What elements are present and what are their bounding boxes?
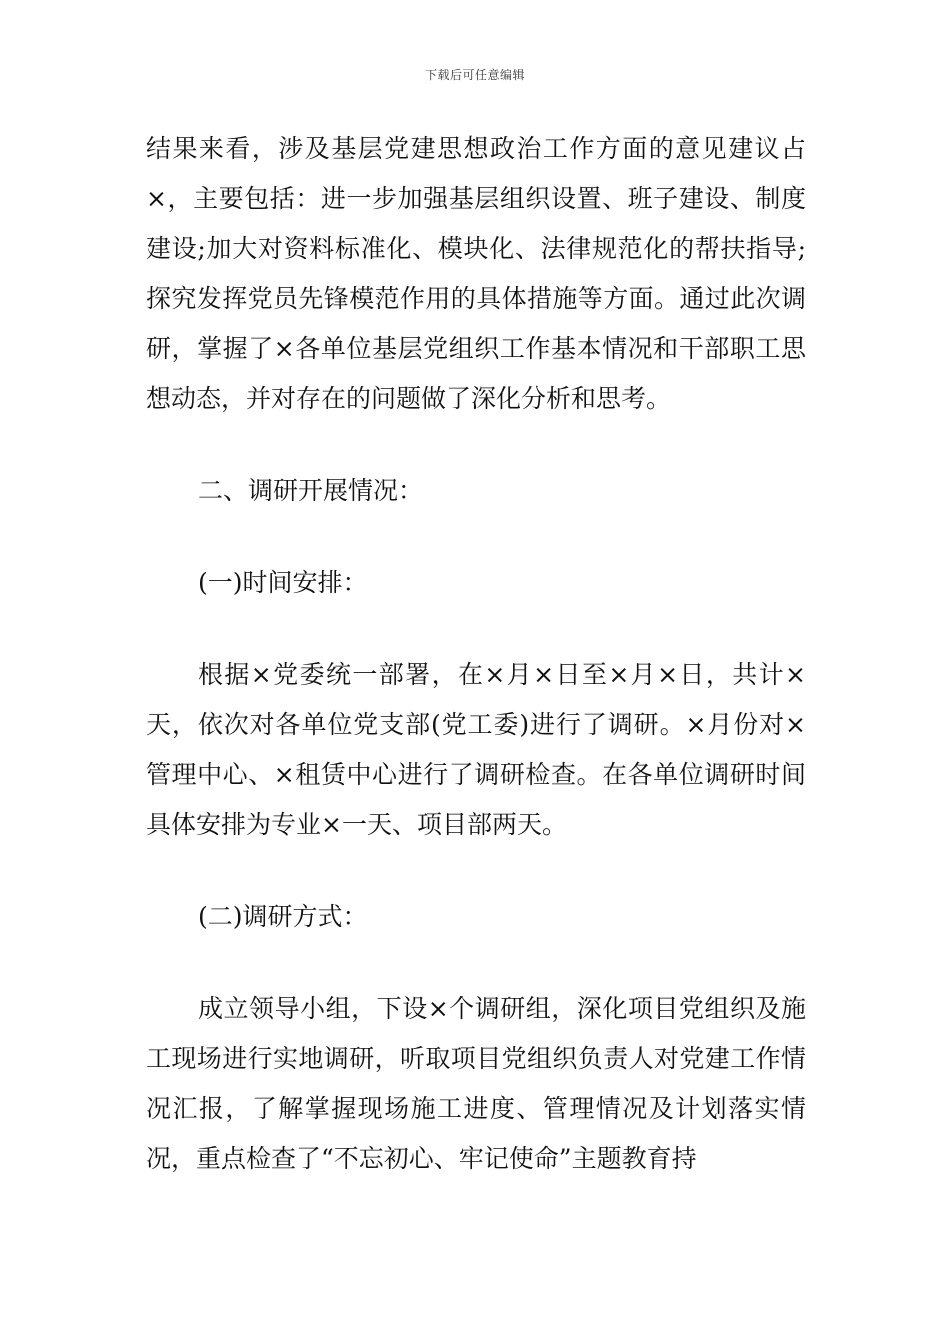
document-body: [146, 124, 806, 1184]
paragraph-gap: [146, 850, 806, 892]
paragraph-gap: [146, 516, 806, 558]
paragraph-gap: [146, 608, 806, 650]
subsection-heading-method: (二)调研方式：: [198, 902, 368, 931]
paragraph-gap: [146, 942, 806, 984]
section-heading: 二、调研开展情况：: [198, 476, 424, 505]
paragraph-continuation: 结果来看，涉及基层党建思想政治工作方面的意见建议占×，主要包括：进一步加强基层组织设置、班子建设、制度建设;加大对资料标准化、模块化、法律规范化的帮扶指导;探究发挥党员先锋模范作用的具体措施等方面。通过此次调研，掌握了×各单位基层党组织工作基本情况和干部职工思想动态，并对存在的问题做了深化分析和思考。: [146, 134, 806, 413]
page-header: 下载后可任意编辑: [424, 68, 525, 82]
paragraph-schedule: 根据×党委统一部署，在×月×日至×月×日，共计×天，依次对各单位党支部(党工委)进行了调研。×月份对×管理中心、×租赁中心进行了调研检查。在各单位调研时间具体安排为专业×一天、项目部两天。: [146, 660, 806, 839]
paragraph-gap: [146, 424, 806, 466]
subsection-heading-time: (一)时间安排：: [198, 568, 368, 597]
paragraph-method: 成立领导小组，下设×个调研组，深化项目党组织及施工现场进行实地调研，听取项目党组织负责人对党建工作情况汇报，了解掌握现场施工进度、管理情况及计划落实情况，重点检查了“不忘初心、牢记使命”主题教育持: [146, 994, 806, 1173]
